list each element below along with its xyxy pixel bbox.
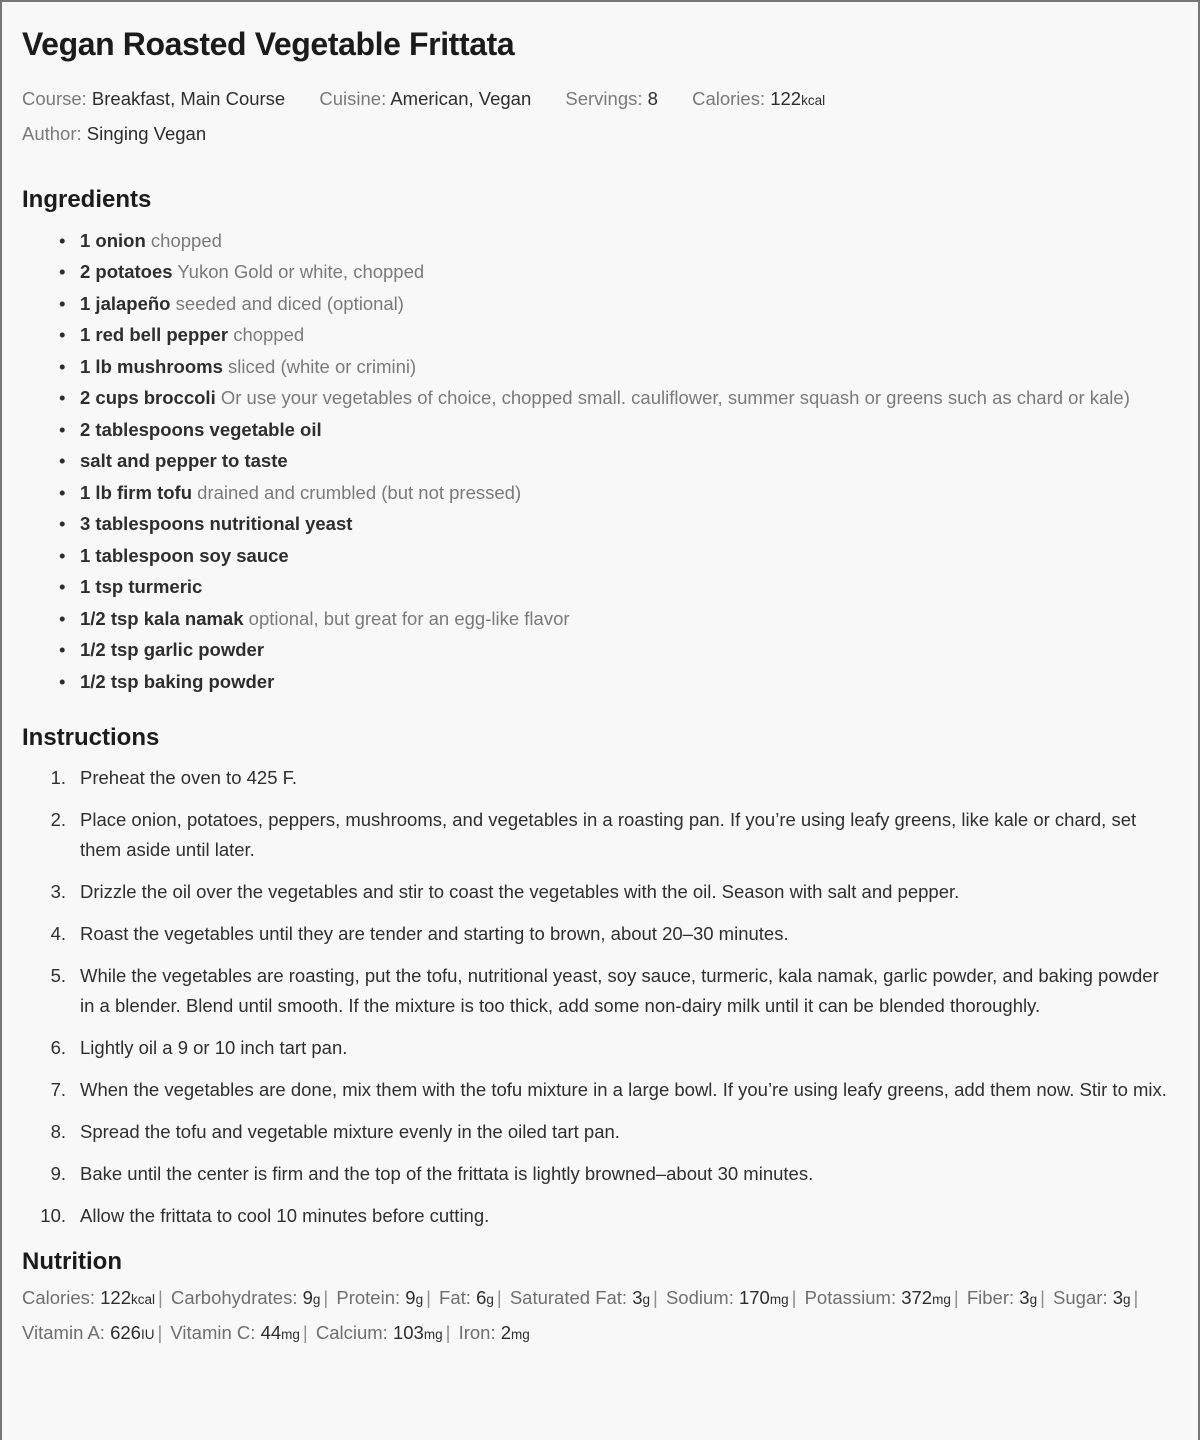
- ingredient-item: [22, 225, 1178, 257]
- ingredient-item: [22, 477, 1178, 509]
- ingredient-note: Yukon Gold or white, chopped: [177, 261, 425, 283]
- ingredient-item: [22, 382, 1178, 414]
- nutrition-item: [170, 1322, 299, 1343]
- instruction-text: Lightly oil a 9 or 10 inch tart pan.: [80, 1037, 348, 1059]
- ingredient-item: [22, 603, 1178, 635]
- nutrition-item: [666, 1287, 789, 1308]
- nutrition-value: 122: [100, 1287, 132, 1309]
- cuisine-value: American, Vegan: [390, 87, 532, 109]
- nutrition-separator: |: [1040, 1287, 1045, 1309]
- nutrition-unit: g: [312, 1292, 321, 1308]
- nutrition-item: [1053, 1287, 1130, 1308]
- instructions-heading: Instructions: [22, 724, 160, 752]
- nutrition-label: Potassium:: [804, 1287, 897, 1309]
- instruction-step: [22, 805, 1178, 865]
- nutrition-facts: [22, 1281, 1178, 1351]
- nutrition-label: Protein:: [336, 1287, 401, 1309]
- nutrition-item: [171, 1287, 320, 1308]
- instruction-text: While the vegetables are roasting, put the tofu, nutritional yeast, soy sauce, turmeric, kala namak, garlic powder, and baking powder in a blender. Blend until smooth. If the mixture is too thick, add some non-dairy milk until it can be blended thoroughly.: [80, 965, 1159, 1017]
- nutrition-value: 2: [500, 1322, 512, 1344]
- instruction-text: Spread the tofu and vegetable mixture evenly in the oiled tart pan.: [80, 1121, 620, 1143]
- nutrition-item: [336, 1287, 423, 1308]
- nutrition-item: [805, 1287, 951, 1308]
- ingredient-item: [22, 571, 1178, 603]
- instruction-step: [22, 1033, 1178, 1063]
- ingredient-list: [22, 225, 1178, 698]
- nutrition-value: 170: [738, 1287, 770, 1309]
- nutrition-label: Fat:: [439, 1287, 471, 1309]
- ingredient-item: [22, 634, 1178, 666]
- instruction-step: [22, 763, 1178, 793]
- ingredient-item: [22, 414, 1178, 446]
- instruction-text: When the vegetables are done, mix them with the tofu mixture in a large bowl. If you’re using leafy greens, add them now. Stir to mix.: [80, 1079, 1167, 1101]
- nutrition-label: Fiber:: [966, 1287, 1015, 1309]
- nutrition-label: Sugar:: [1053, 1287, 1108, 1309]
- ingredient-main: 2 cups broccoli: [80, 387, 216, 409]
- nutrition-separator: |: [653, 1287, 658, 1309]
- nutrition-unit: g: [642, 1292, 651, 1308]
- author-label: Author:: [22, 122, 82, 144]
- nutrition-heading: Nutrition: [22, 1248, 122, 1276]
- nutrition-label: Saturated Fat:: [509, 1287, 628, 1309]
- ingredient-main: 1 onion: [80, 229, 146, 251]
- course-label: Course:: [22, 87, 87, 109]
- nutrition-value: 372: [901, 1287, 933, 1309]
- nutrition-separator: |: [791, 1287, 797, 1309]
- nutrition-label: Carbohydrates:: [170, 1287, 298, 1309]
- nutrition-item: [967, 1287, 1037, 1308]
- calories-label: Calories:: [692, 87, 766, 109]
- nutrition-unit: mg: [932, 1292, 951, 1308]
- nutrition-item: [316, 1322, 443, 1343]
- instruction-text: Preheat the oven to 425 F.: [80, 767, 298, 789]
- nutrition-value: 44: [260, 1322, 282, 1344]
- nutrition-separator: |: [445, 1322, 451, 1344]
- nutrition-unit: mg: [423, 1327, 443, 1343]
- calories-unit: kcal: [801, 92, 826, 108]
- nutrition-separator: |: [426, 1287, 431, 1309]
- nutrition-value: 9: [405, 1287, 416, 1309]
- calories-value: 122: [770, 87, 802, 109]
- meta-servings: [565, 82, 658, 115]
- nutrition-label: Calcium:: [315, 1322, 388, 1344]
- cuisine-label: Cuisine:: [319, 87, 387, 109]
- nutrition-label: Sodium:: [665, 1287, 734, 1309]
- ingredient-main: salt and pepper to taste: [80, 450, 288, 472]
- instruction-step: [22, 877, 1178, 907]
- nutrition-unit: g: [1029, 1292, 1038, 1308]
- ingredient-main: 1/2 tsp kala namak: [80, 607, 244, 629]
- nutrition-item: [439, 1287, 494, 1308]
- instruction-step: [22, 1159, 1178, 1189]
- nutrition-item: [22, 1287, 155, 1308]
- meta-cuisine: [319, 82, 531, 115]
- meta-course: [22, 82, 285, 115]
- nutrition-unit: mg: [281, 1327, 300, 1343]
- instruction-list: [22, 763, 1178, 1231]
- ingredient-main: 1 tablespoon soy sauce: [80, 544, 289, 566]
- ingredient-main: 1 jalapeño: [80, 292, 171, 314]
- ingredient-item: [22, 445, 1178, 477]
- nutrition-item: [510, 1287, 650, 1308]
- ingredient-main: 1 red bell pepper: [80, 324, 229, 346]
- instruction-text: Place onion, potatoes, peppers, mushrooms, and vegetables in a roasting pan. If you’re using leafy greens, like kale or chard, set them aside until later.: [80, 809, 1137, 861]
- servings-value: 8: [647, 87, 658, 109]
- nutrition-separator: |: [496, 1287, 502, 1309]
- recipe-title: Vegan Roasted Vegetable Frittata: [22, 26, 515, 62]
- nutrition-separator: |: [302, 1322, 308, 1344]
- nutrition-value: 9: [302, 1287, 313, 1309]
- ingredient-main: 1/2 tsp garlic powder: [80, 639, 265, 661]
- nutrition-separator: |: [158, 1287, 163, 1309]
- nutrition-unit: mg: [511, 1327, 530, 1343]
- nutrition-label: Vitamin A:: [22, 1322, 105, 1344]
- instruction-text: Roast the vegetables until they are tender and starting to brown, about 20–30 minutes.: [80, 923, 789, 945]
- course-value: Breakfast, Main Course: [91, 87, 286, 109]
- nutrition-label: Vitamin C:: [170, 1322, 256, 1344]
- ingredient-item: [22, 351, 1178, 383]
- ingredient-item: [22, 256, 1178, 288]
- instruction-text: Drizzle the oil over the vegetables and stir to coast the vegetables with the oil. Season with salt and pepper.: [80, 881, 960, 903]
- nutrition-separator: |: [157, 1322, 163, 1344]
- instruction-step: [22, 919, 1178, 949]
- nutrition-value: 103: [392, 1322, 424, 1344]
- ingredient-item: [22, 319, 1178, 351]
- ingredient-note: sliced (white or crimini): [228, 355, 417, 377]
- ingredients-heading: Ingredients: [22, 185, 152, 213]
- instruction-text: Allow the frittata to cool 10 minutes before cutting.: [80, 1205, 490, 1227]
- nutrition-label: Calories:: [22, 1287, 95, 1309]
- ingredient-main: 2 potatoes: [80, 261, 173, 283]
- nutrition-value: 3: [1019, 1287, 1030, 1309]
- recipe-author-line: [22, 117, 1178, 150]
- nutrition-unit: g: [1122, 1292, 1131, 1308]
- ingredient-note: chopped: [233, 324, 305, 346]
- ingredient-main: 1/2 tsp baking powder: [80, 670, 275, 692]
- ingredient-main: 2 tablespoons vegetable oil: [80, 418, 322, 440]
- ingredient-main: 1 lb mushrooms: [80, 355, 223, 377]
- recipe-meta-line: [22, 82, 1178, 117]
- ingredient-main: 1 tsp turmeric: [80, 576, 203, 598]
- nutrition-label: Iron:: [458, 1322, 496, 1344]
- ingredient-main: 1 lb firm tofu: [80, 481, 193, 503]
- ingredient-note: optional, but great for an egg-like flavor: [248, 607, 570, 629]
- nutrition-value: 3: [1112, 1287, 1123, 1309]
- ingredient-note: seeded and diced (optional): [175, 292, 404, 314]
- nutrition-value: 626: [110, 1322, 141, 1344]
- meta-author: [22, 117, 206, 150]
- ingredient-item: [22, 288, 1178, 320]
- nutrition-unit: mg: [769, 1292, 789, 1308]
- nutrition-unit: g: [486, 1292, 494, 1308]
- instruction-step: [22, 1117, 1178, 1147]
- nutrition-unit: g: [415, 1292, 424, 1308]
- nutrition-unit: IU: [140, 1327, 155, 1343]
- ingredient-item: [22, 666, 1178, 698]
- nutrition-separator: |: [323, 1287, 329, 1309]
- ingredient-main: 3 tablespoons nutritional yeast: [80, 513, 353, 535]
- instruction-step: [22, 1201, 1178, 1231]
- instruction-text: Bake until the center is firm and the top of the frittata is lightly browned–about 30 minutes.: [80, 1163, 814, 1185]
- author-value: Singing Vegan: [86, 122, 207, 144]
- ingredient-note: Or use your vegetables of choice, chopped small. cauliflower, summer squash or greens such as chard or kale): [220, 387, 1130, 409]
- instruction-step: [22, 961, 1178, 1021]
- instruction-step: [22, 1075, 1178, 1105]
- nutrition-item: [459, 1322, 530, 1343]
- nutrition-value: 3: [632, 1287, 643, 1309]
- ingredient-item: [22, 540, 1178, 572]
- servings-label: Servings:: [565, 87, 643, 109]
- nutrition-separator: |: [1133, 1287, 1139, 1309]
- ingredient-note: drained and crumbled (but not pressed): [197, 481, 522, 503]
- nutrition-separator: |: [953, 1287, 959, 1309]
- nutrition-item: [22, 1322, 154, 1343]
- meta-calories: [692, 82, 825, 117]
- nutrition-unit: kcal: [131, 1292, 156, 1308]
- ingredient-item: [22, 508, 1178, 540]
- ingredient-note: chopped: [150, 229, 222, 251]
- nutrition-value: 6: [476, 1287, 487, 1309]
